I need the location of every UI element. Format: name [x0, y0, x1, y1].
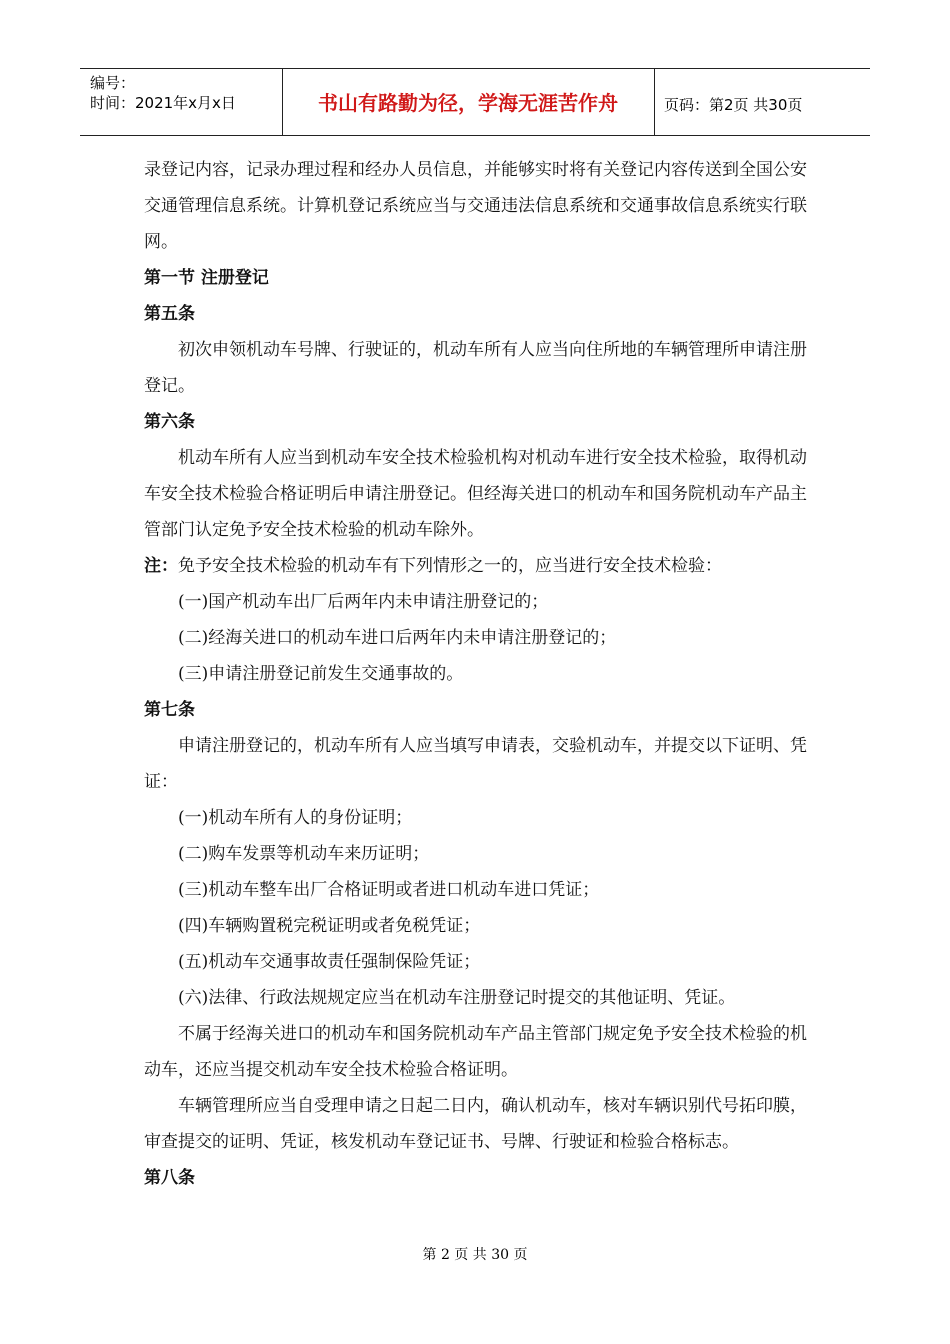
article-7-paragraph-3: 车辆管理所应当自受理申请之日起二日内，确认机动车，核对车辆识别代号拓印膜，审查提交的证明、凭证，核发机动车登记证书、号牌、行驶证和检验合格标志。 [144, 1096, 807, 1152]
article-6-paragraph: 机动车所有人应当到机动车安全技术检验机构对机动车进行安全技术检验，取得机动车安全技术检验合格证明后申请注册登记。但经海关进口的机动车和国务院机动车产品主管部门认定免予安全技术检验的机动车除外。 [144, 448, 807, 540]
article-6-heading: 第六条 [144, 412, 195, 432]
article-7-item: (六)法律、行政法规规定应当在机动车注册登记时提交的其他证明、凭证。 [178, 988, 736, 1008]
header-slogan: 书山有路勤为径，学海无涯苦作舟 [318, 91, 618, 115]
note-label: 注： [144, 556, 178, 576]
article-7-paragraph-2: 不属于经海关进口的机动车和国务院机动车产品主管部门规定免予安全技术检验的机动车，还应当提交机动车安全技术检验合格证明。 [144, 1024, 807, 1080]
paragraph-continued: 录登记内容，记录办理过程和经办人员信息，并能够实时将有关登记内容传送到全国公安交通管理信息系统。计算机登记系统应当与交通违法信息系统和交通事故信息系统实行联网。 [144, 160, 807, 252]
article-7-item: (三)机动车整车出厂合格证明或者进口机动车进口凭证； [178, 880, 600, 900]
article-5-paragraph: 初次申领机动车号牌、行驶证的，机动车所有人应当向住所地的车辆管理所申请注册登记。 [144, 340, 807, 396]
article-7-item: (一)机动车所有人的身份证明； [178, 808, 413, 828]
section-heading: 第一节 注册登记 [144, 268, 269, 288]
article-7-heading: 第七条 [144, 700, 195, 720]
note-item: (二)经海关进口的机动车进口后两年内未申请注册登记的； [178, 628, 617, 648]
note-item: (一)国产机动车出厂后两年内未申请注册登记的； [178, 592, 549, 612]
article-7-paragraph: 申请注册登记的，机动车所有人应当填写申请表，交验机动车，并提交以下证明、凭证： [144, 736, 807, 792]
note-item: (三)申请注册登记前发生交通事故的。 [178, 664, 464, 684]
header-time-label: 时间：2021年x月x日 [90, 94, 236, 112]
page-footer: 第 2 页 共 30 页 [422, 1247, 528, 1263]
document-body [144, 152, 809, 1196]
header-page-label: 页码：第2页 共30页 [664, 96, 803, 114]
article-5-heading: 第五条 [144, 304, 195, 324]
article-7-item: (五)机动车交通事故责任强制保险凭证； [178, 952, 481, 972]
header-number-label: 编号： [90, 74, 136, 92]
note-paragraph [144, 548, 809, 584]
article-7-item: (二)购车发票等机动车来历证明； [178, 844, 430, 864]
header-bottom-rule [80, 135, 870, 136]
article-8-heading: 第八条 [144, 1168, 195, 1188]
header-divider-right [654, 68, 655, 135]
article-7-item: (四)车辆购置税完税证明或者免税凭证； [178, 916, 481, 936]
note-text: 免予安全技术检验的机动车有下列情形之一的，应当进行安全技术检验： [178, 556, 722, 576]
